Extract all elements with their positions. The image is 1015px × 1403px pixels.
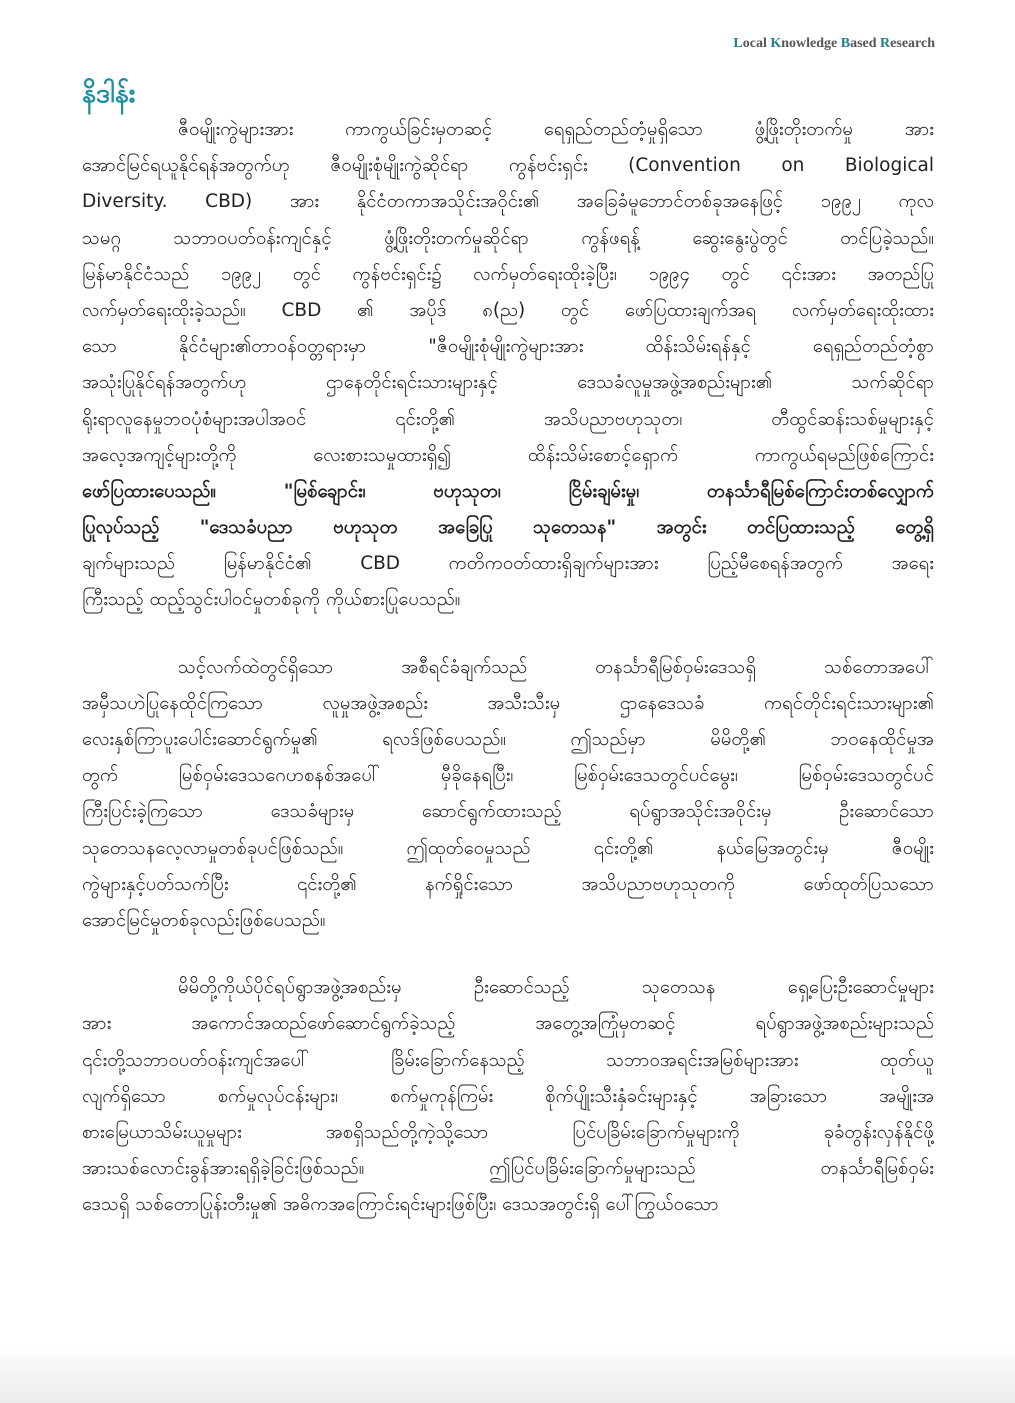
text-line: ပြုလုပ်သည့် "ဒေသခံပညာ ဗဟုသုတ အခြေပြု သုတေသန" အတွင်း တင်ပြထားသည့် တွေ့ရှိ	[82, 517, 934, 539]
header-initial-k: K	[770, 36, 782, 51]
text-line: သုတေသနလေ့လာမှုတစ်ခုပင်ဖြစ်သည်။ ဤထုတ်ဝေမှုသည် ၎င်းတို့၏ နယ်မြေအတွင်းမှ ဇီဝမျိုး	[82, 837, 934, 859]
text-line: တွက် မြစ်ဝှမ်းဒေသဂေဟစနစ်အပေါ် မှီခိုနေရပြီး၊ မြစ်ဝှမ်းဒေသတွင်ပင်မွေး၊ မြစ်ဝှမ်းဒေသတွင်ပင်	[82, 765, 934, 787]
text-line: ကြီးပြင်းခဲ့ကြသော ဒေသခံများမှ ဆောင်ရွက်ထားသည့် ရပ်ရွာအသိုင်းအဝိုင်းမှ ဦးဆောင်သော	[82, 801, 934, 823]
text-line: လျက်ရှိသော စက်မှုလုပ်ငန်းများ၊ စက်မှုကုန်ကြမ်း စိုက်ပျိုးသီးနှံခင်းများနှင့် အခြားသော အမျိုးအ	[82, 1085, 934, 1107]
paragraph-2	[82, 650, 934, 940]
paragraph-3	[82, 970, 934, 1223]
header-initial-b: B	[840, 36, 851, 51]
header-word-local: ocal	[742, 36, 767, 51]
text-line: မိမိတို့ကိုယ်ပိုင်ရပ်ရွာအဖွဲ့အစည်းမှ ဦးဆောင်သည့် သုတေသန ရှေ့ပြေးဦးဆောင်မှုများ	[178, 977, 934, 999]
page-title: နိဒါန်း	[82, 78, 136, 109]
text-line: ၎င်းတို့သဘာဝပတ်ဝန်းကျင်အပေါ် ခြိမ်းခြောက်နေသည့် သဘာဝအရင်းအမြစ်များအား ထုတ်ယူ	[82, 1049, 934, 1071]
header-initial-l: L	[733, 36, 743, 51]
text-line: အလေ့အကျင့်များတို့ကို လေးစားသမှုထားရှိ၍ ထိန်းသိမ်းစောင့်ရှောက် ကာကွယ်ရမည်ဖြစ်ကြောင်း	[82, 444, 934, 466]
text-line: သော နိုင်ငံများ၏တာဝန်ဝတ္တရားမှာ "ဇီဝမျိုးစုံမျိုးကွဲများအား ထိန်းသိမ်းရန်နှင့် ရေရှည်တည်တံ့စွာ	[82, 336, 934, 358]
text-line: အမှီသဟဲပြုနေထိုင်ကြသော လူမှုအဖွဲ့အစည်း အသီးသီးမှ ဌာနေဒေသခံ ကရင်တိုင်းရင်းသားများ၏	[82, 692, 934, 714]
text-line: သင့်လက်ထဲတွင်ရှိသော အစီရင်ခံချက်သည် တနင်္သာရီမြစ်ဝှမ်းဒေသရှိ သစ်တောအပေါ်	[178, 656, 934, 678]
header-word-based: ased	[850, 36, 877, 51]
text-line: ရိုးရာလူနေမှုဘဝပုံစံများအပါအဝင် ၎င်းတို့၏ အသိပညာဗဟုသုတ၊ တီထွင်ဆန်းသစ်မှုများနှင့်	[82, 408, 934, 430]
text-line: လေးနှစ်ကြာပူးပေါင်းဆောင်ရွက်မှု၏ ရလဒ်ဖြစ်ပေသည်။ ဤသည်မှာ မိမိတို့၏ ဘဝနေထိုင်မှုအ	[82, 729, 934, 750]
text-line: စားမြေယာသိမ်းယူမှုများ အစရှိသည်တို့ကဲ့သို့သော ပြင်ပခြိမ်းခြောက်မှုများကို ခုခံတွန်းလှန်နိုင်ဖို့	[82, 1121, 934, 1143]
paragraph-1	[82, 112, 934, 619]
header-word-knowledge: nowledge	[781, 36, 838, 51]
text-line: ချက်များသည် မြန်မာနိုင်ငံ၏ CBD ကတိကဝတ်ထားရှိချက်များအား ပြည့်မီစေရန်အတွက် အရေး	[82, 553, 934, 575]
header-initial-r: R	[880, 36, 891, 51]
text-line: ဇီဝမျိုးကွဲများအား ကာကွယ်ခြင်းမှတဆင့် ရေရှည်တည်တံ့မှုရှိသော ဖွံ့ဖြိုးတိုးတက်မှု အား	[178, 119, 934, 140]
text-line: ကွဲများနှင့်ပတ်သက်ပြီး ၎င်းတို့၏ နက်ရှိုင်းသော အသိပညာဗဟုသုတကို ဖော်ထုတ်ပြသသော	[82, 873, 934, 895]
text-line: ကြီးသည့် ထည့်သွင်းပါဝင်မှုတစ်ခုကို ကိုယ်စားပြုပေသည်။	[82, 589, 461, 611]
text-line: Diversity. CBD) အား နိုင်ငံတကာအသိုင်းအဝိုင်း၏ အခြေခံမူဘောင်တစ်ခုအနေဖြင့် ၁၉၉၂ ကုလ	[82, 191, 934, 213]
text-line: အောင်မြင်ရယူနိုင်ရန်အတွက်ဟု ဇီဝမျိုးစုံမျိုးကွဲဆိုင်ရာ ကွန်ဗင်းရှင်း (Convention on Biological	[82, 155, 934, 177]
text-line: လက်မှတ်ရေးထိုးခဲ့သည်။ CBD ၏ အပိုဒ် ၈(ည) တွင် ဖော်ပြထားချက်အရ လက်မှတ်ရေးထိုးထား	[82, 299, 934, 321]
text-line: ဒေသရှိ သစ်တောပြုန်းတီးမှု၏ အဓိကအကြောင်းရင်းများဖြစ်ပြီး၊ ဒေသအတွင်းရှိ ပေါ်ကြွယ်ဝသော	[82, 1194, 719, 1216]
text-line: အသုံးပြုနိုင်ရန်အတွက်ဟု ဌာနေတိုင်းရင်းသားများနှင့် ဒေသခံလူမှုအဖွဲ့အစည်းများ၏ သက်ဆိုင်ရာ	[82, 372, 934, 394]
body-text	[82, 112, 934, 1254]
text-line: သမဂ္ဂ သဘာဝပတ်ဝန်းကျင်နှင့် ဖွံ့ဖြိုးတိုးတက်မှုဆိုင်ရာ ကွန်ဖရန့် ဆွေးနွေးပွဲတွင် တင်ပြခဲ့သည်။	[82, 227, 934, 249]
text-line: အားသစ်လောင်းခွန်အားရရှိခဲ့ခြင်းဖြစ်သည်။ ဤပြင်ပခြိမ်းခြောက်မှုများသည် တနင်္သာရီမြစ်ဝှမ်း	[82, 1158, 934, 1180]
text-line: အား အကောင်အထည်ဖော်ဆောင်ရွက်ခဲ့သည့် အတွေ့အကြုံမှတဆင့် ရပ်ရွာအဖွဲ့အစည်းများသည်	[82, 1013, 934, 1035]
page-bottom-fade	[0, 1343, 1015, 1403]
running-header	[733, 36, 935, 52]
text-line: ဖော်ပြထားပေသည်။ "မြစ်ချောင်း၊ ဗဟုသုတ၊ ငြိမ်းချမ်းမှု၊ တနင်္သာရီမြစ်ကြောင်းတစ်လျှောက်	[82, 480, 934, 502]
text-line: မြန်မာနိုင်ငံသည် ၁၉၉၂ တွင် ကွန်ဗင်းရှင်း၌ လက်မှတ်ရေးထိုးခဲ့ပြီး၊ ၁၉၉၄ တွင် ၎င်းအား အတည်ပြု	[82, 263, 934, 285]
text-line: အောင်မြင်မှုတစ်ခုလည်းဖြစ်ပေသည်။	[82, 909, 326, 931]
header-word-research: esearch	[890, 36, 935, 51]
